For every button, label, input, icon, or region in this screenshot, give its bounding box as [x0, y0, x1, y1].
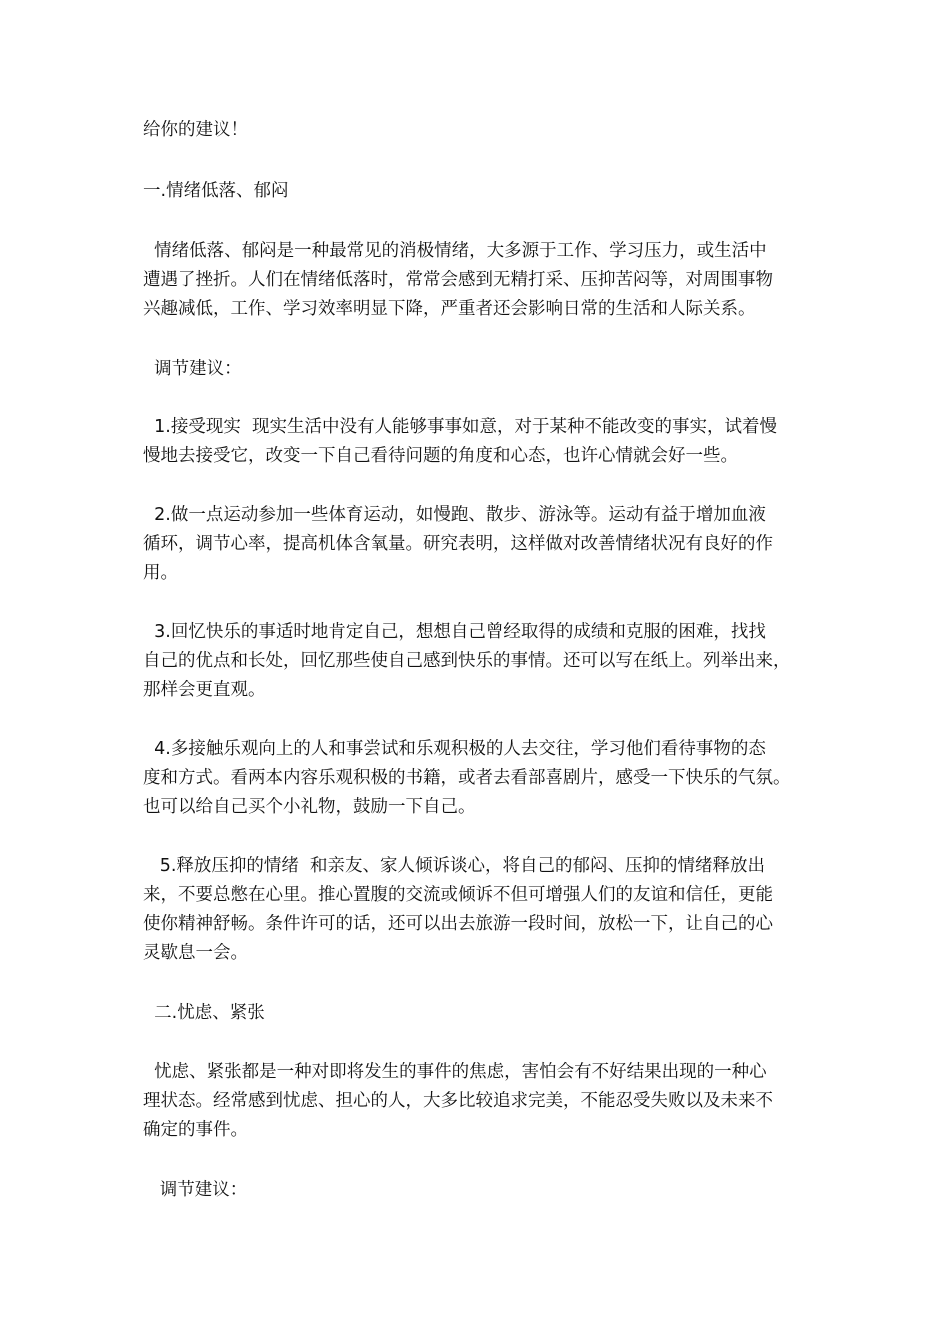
- advice-item-4: 4.多接触乐观向上的人和事尝试和乐观积极的人去交往，学习他们看待事物的态 度和方式。看两本内容乐观积极的书籍，或者去看部喜剧片，感受一下快乐的气氛。 也可以给自己买个小礼物，鼓励一下自己。: [143, 739, 791, 817]
- section-1-intro: 情绪低落、郁闷是一种最常见的消极情绪，大多源于工作、学习压力，或生活中 遭遇了挫折。人们在情绪低落时，常常会感到无精打采、压抑苦闷等，对周围事物 兴趣减低，工作、学习效率明显下降，严重者还会影响日常的生活和人际关系。: [143, 241, 773, 319]
- advice-item-2: 2.做一点运动参加一些体育运动，如慢跑、散步、游泳等。运动有益于增加血液 循环，调节心率，提高机体含氧量。研究表明，这样做对改善情绪状况有良好的作 用。: [143, 505, 773, 583]
- advice-item-5: 5.释放压抑的情绪 和亲友、家人倾诉谈心，将自己的郁闷、压抑的情绪释放出 来，不要总憋在心里。推心置腹的交流或倾诉不但可增强人们的友谊和信任，更能 使你精神舒畅。条件许可的话，还可以出去旅游一段时间，放松一下，让自己的心 灵歇息一会。: [143, 856, 773, 963]
- section-1-advice-label: 调节建议：: [143, 359, 242, 379]
- advice-item-1: 1.接受现实 现实生活中没有人能够事事如意，对于某种不能改变的事实，试着慢 慢地去接受它，改变一下自己看待问题的角度和心态，也许心情就会好一些。: [143, 417, 777, 466]
- advice-item-3: 3.回忆快乐的事适时地肯定自己，想想自己曾经取得的成绩和克服的困难，找找 自己的优点和长处，回忆那些使自己感到快乐的事情。还可以写在纸上。列举出来， 那样会更直观。: [143, 622, 791, 700]
- section-2-advice-label: 调节建议：: [143, 1180, 248, 1200]
- document-title: 给你的建议！: [143, 120, 248, 140]
- section-1-heading: 一.情绪低落、郁闷: [143, 181, 289, 201]
- section-2-intro: 忧虑、紧张都是一种对即将发生的事件的焦虑，害怕会有不好结果出现的一种心 理状态。经常感到忧虑、担心的人，大多比较追求完美，不能忍受失败以及未来不 确定的事件。: [143, 1062, 773, 1140]
- section-2-heading: 二.忧虑、紧张: [143, 1003, 265, 1023]
